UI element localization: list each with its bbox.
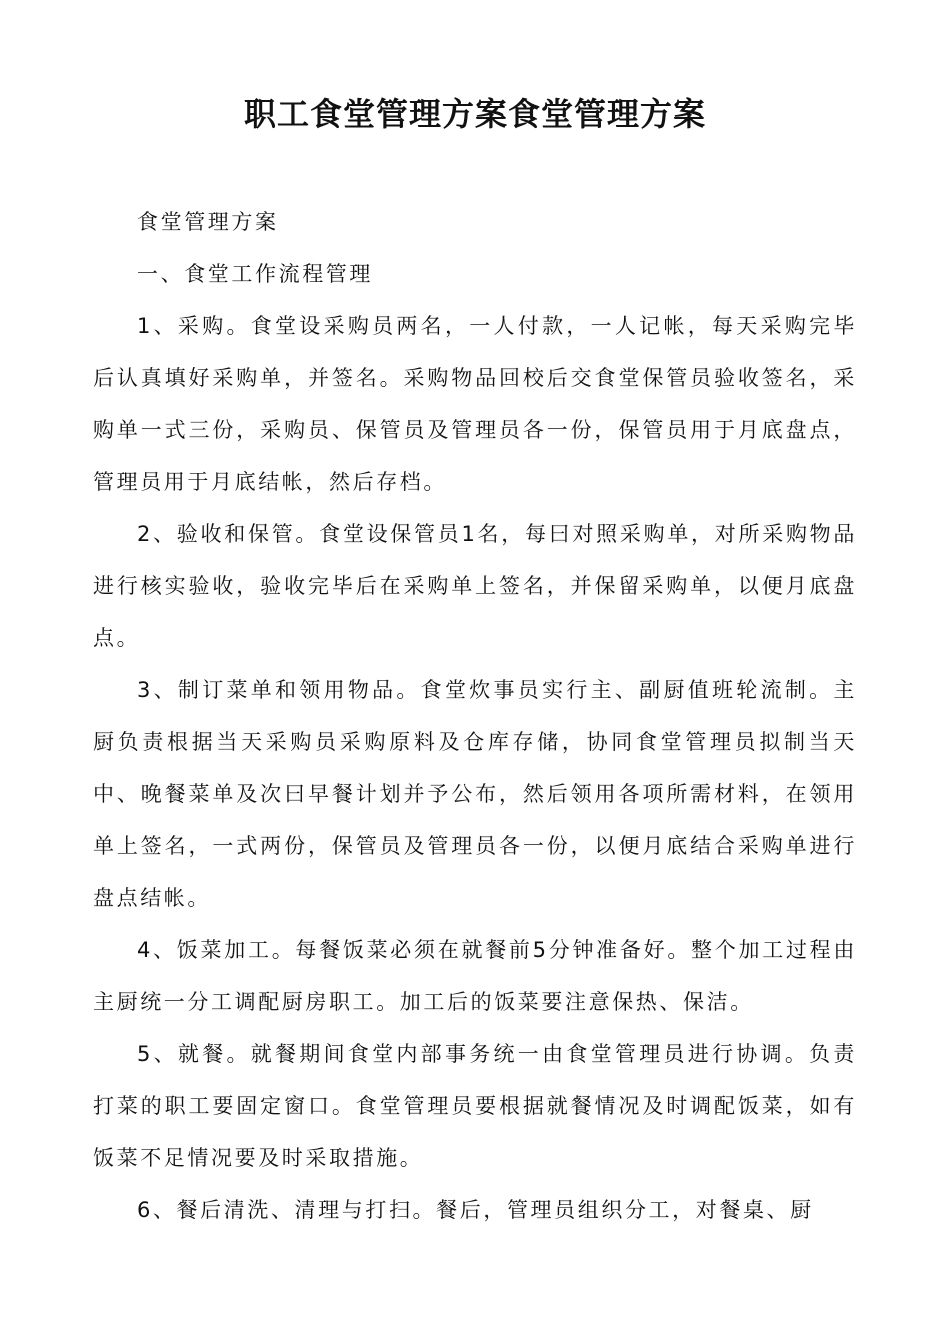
body-paragraph: 1、采购。食堂设采购员两名，一人付款，一人记帐，每天采购完毕后认真填好采购单，并签名。采购物品回校后交食堂保管员验收签名，采购单一式三份，采购员、保管员及管理员各一份，保管员用于月底盘点，管理员用于月底结帐，然后存档。 [93,314,857,494]
body-paragraph: 5、就餐。就餐期间食堂内部事务统一由食堂管理员进行协调。负责打菜的职工要固定窗口。食堂管理员要根据就餐情况及时调配饭菜，如有饭菜不足情况要及时采取措施。 [93,1042,857,1170]
body-paragraph: 2、验收和保管。食堂设保管员1名，每曰对照采购单，对所采购物品进行核实验收，验收完毕后在采购单上签名，并保留采购单，以便月底盘点。 [93,522,857,650]
body-paragraph: 4、饭菜加工。每餐饭菜必须在就餐前5分钟准备好。整个加工过程由主厨统一分工调配厨房职工。加工后的饭菜要注意保热、保洁。 [93,938,857,1014]
section-heading: 食堂管理方案 [137,210,279,234]
section-heading: 一、食堂工作流程管理 [137,262,373,286]
body-paragraph: 6、餐后清洗、清理与打扫。餐后，管理员组织分工，对餐桌、厨 [137,1198,814,1222]
body-paragraph: 3、制订菜单和领用物品。食堂炊事员实行主、副厨值班轮流制。主厨负责根据当天采购员采购原料及仓库存储，协同食堂管理员拟制当天中、晚餐菜单及次曰早餐计划并予公布，然后领用各项所需材料，在领用单上签名，一式两份，保管员及管理员各一份，以便月底结合采购单进行盘点结帐。 [93,678,857,910]
document-body [93,196,857,1236]
document-title: 职工食堂管理方案食堂管理方案 [243,95,706,133]
